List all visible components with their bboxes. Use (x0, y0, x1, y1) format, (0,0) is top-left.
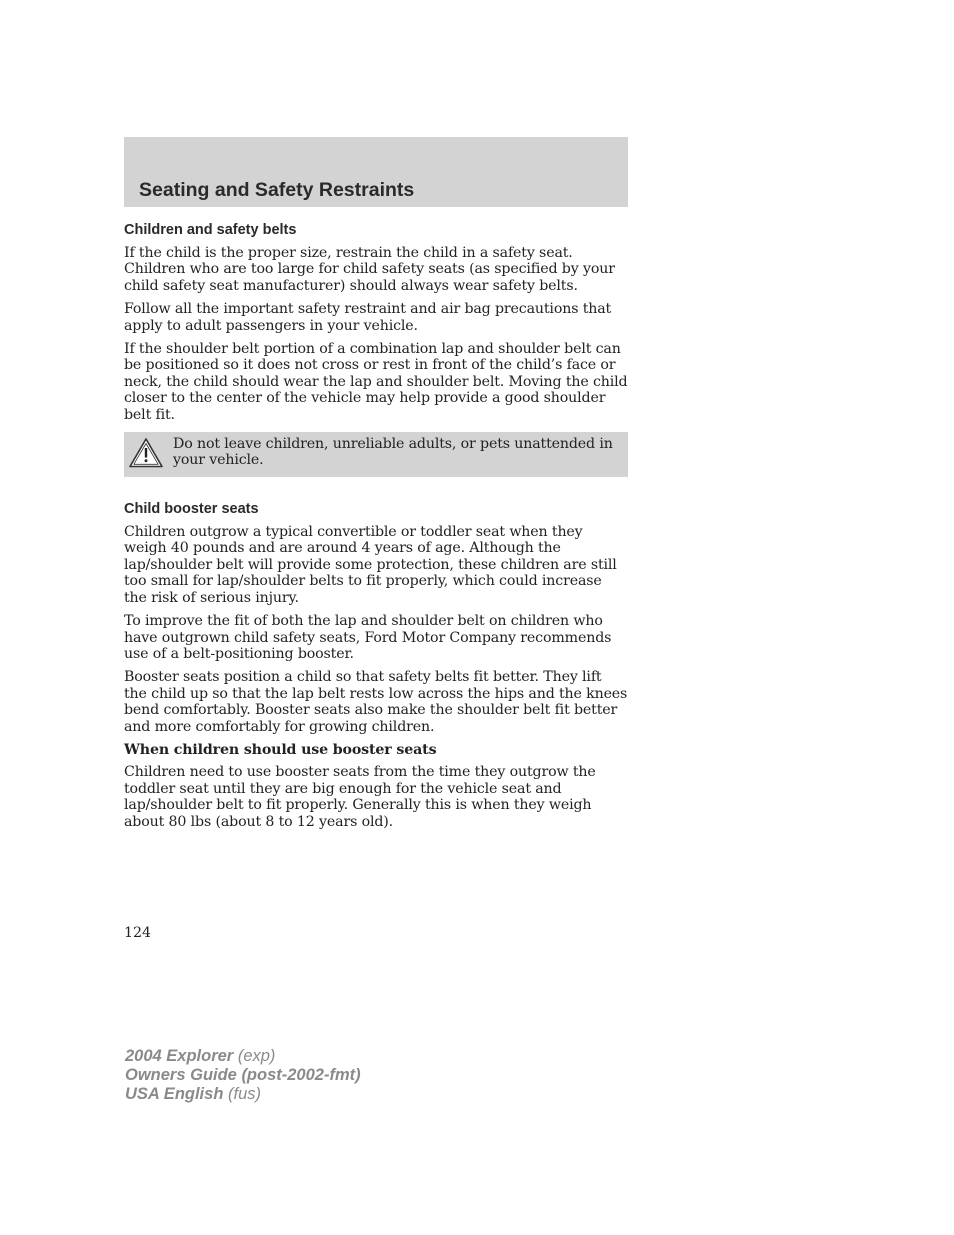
paragraph: If the child is the proper size, restrain the child in a safety seat. Children who are too large for child safety seats (as specified by your child safety seat manufacturer) should always wear safety belts. (124, 245, 615, 294)
warning-triangle-icon (128, 437, 164, 469)
section-header-band (124, 137, 628, 207)
footer-line-3 (125, 1085, 361, 1104)
page-content (124, 220, 628, 837)
heading-child-booster-seats: Child booster seats (124, 501, 259, 518)
heading-children-safety-belts: Children and safety belts (124, 222, 297, 238)
warning-text: Do not leave children, unreliable adults, or pets unattended in your vehicle. (173, 436, 613, 469)
footer-guide: Owners Guide (post-2002-fmt) (125, 1066, 361, 1084)
document-footer (125, 1047, 361, 1104)
paragraph: Booster seats position a child so that safety belts fit better. They lift the child up so that the lap belt rests low across the hips and the knees bend comfortably. Booster seats also make the shoulder belt fit better and more comfortably for growing children. (124, 669, 628, 735)
footer-model-code: (exp) (237, 1047, 276, 1065)
paragraph: To improve the fit of both the lap and shoulder belt on children who have outgrown child safety seats, Ford Motor Company recommends use of a belt-positioning booster. (124, 613, 612, 662)
paragraph: Children outgrow a typical convertible or toddler seat when they weigh 40 pounds and are around 4 years of age. Although the lap/shoulder belt will provide some protection, these children are still too small for lap/shoulder belts to fit properly, which could increase the risk of serious injury. (124, 524, 617, 606)
section-title: Seating and Safety Restraints (139, 179, 415, 201)
paragraph: Children need to use booster seats from the time they outgrow the toddler seat until they are big enough for the vehicle seat and lap/shoulder belt to fit properly. Generally this is when they weigh about 80 lbs (about 8 to 12 years old). (124, 764, 596, 830)
footer-language-code: (fus) (228, 1085, 261, 1103)
subheading-when-booster: When children should use booster seats (124, 741, 437, 758)
warning-box (124, 432, 628, 477)
footer-line-2 (125, 1066, 361, 1085)
page-number: 124 (124, 925, 152, 941)
footer-model: 2004 Explorer (125, 1047, 234, 1065)
paragraph: If the shoulder belt portion of a combination lap and shoulder belt can be positioned so it does not cross or rest in front of the child’s face or neck, the child should wear the lap and shoulder belt. Moving the child closer to the center of the vehicle may help provide a good shoulder belt fit. (124, 341, 628, 423)
footer-line-1 (125, 1047, 361, 1066)
footer-language: USA English (125, 1085, 224, 1103)
paragraph: Follow all the important safety restraint and air bag precautions that apply to adult passengers in your vehicle. (124, 301, 612, 334)
